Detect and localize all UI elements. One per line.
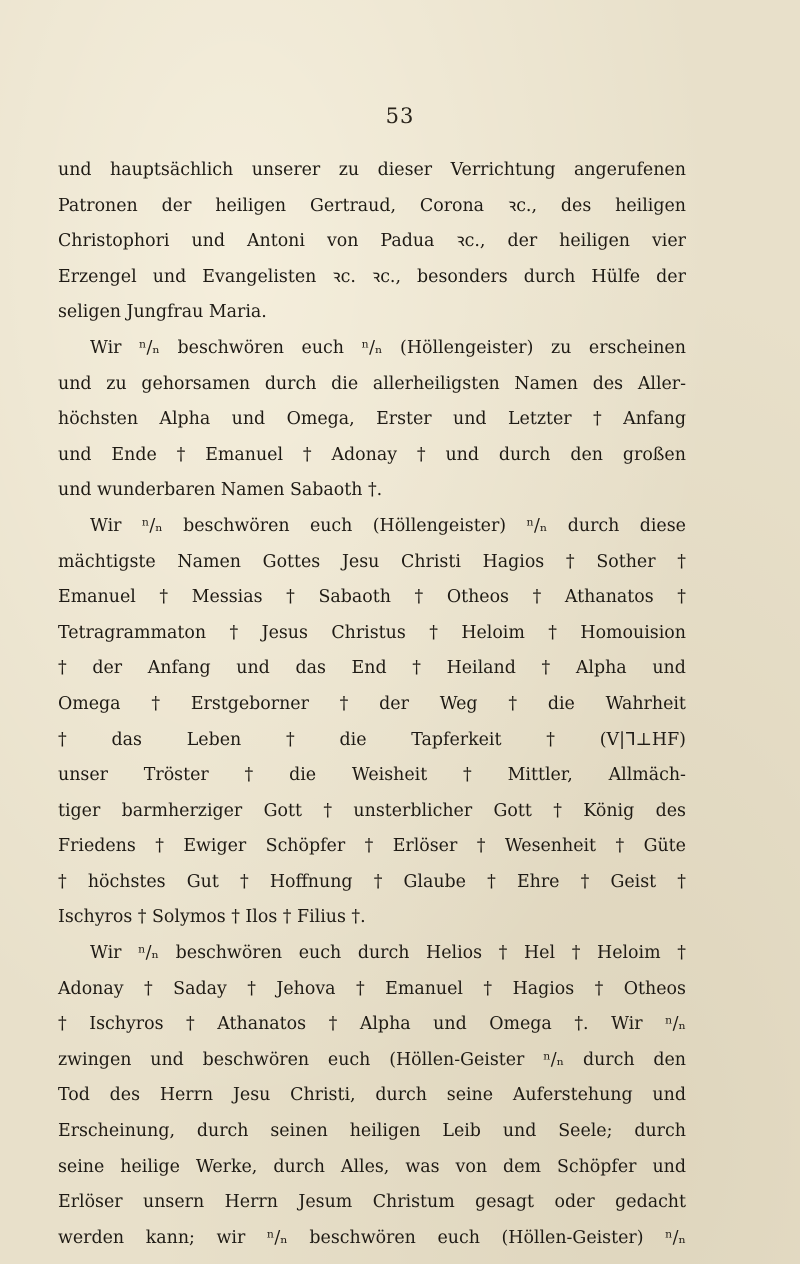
text-line: tiger barmherziger Gott † unsterblicher Gott † König des: [58, 800, 686, 821]
text-line: Wir ⁿ/ₙ beschwören euch (Höllengeister) ⁿ/ₙ durch diese: [90, 515, 686, 536]
text-line: † höchstes Gut † Hoffnung † Glaube † Ehre † Geist †: [58, 871, 686, 892]
text-line: und Ende † Emanuel † Adonay † und durch den großen: [58, 444, 686, 465]
text-line: Wir ⁿ/ₙ beschwören euch ⁿ/ₙ (Höllengeister) zu erscheinen: [90, 337, 686, 358]
text-line: Tod des Herrn Jesu Christi, durch seine Auferstehung und: [58, 1085, 686, 1106]
text-line: werden kann; wir ⁿ/ₙ beschwören euch (Höllen-Geister) ⁿ/ₙ: [58, 1227, 686, 1248]
text-line: Wir ⁿ/ₙ beschwören euch durch Helios † Hel † Heloim †: [90, 943, 686, 964]
text-line: Erzengel und Evangelisten ꝛc. ꝛc., besonders durch Hülfe der: [58, 266, 686, 287]
text-line: Christophori und Antoni von Padua ꝛc., der heiligen vier: [58, 231, 686, 252]
text-line: Emanuel † Messias † Sabaoth † Otheos † Athanatos †: [58, 587, 686, 608]
text-line: Patronen der heiligen Gertraud, Corona ꝛc., des heiligen: [58, 195, 686, 216]
text-line: † das Leben † die Tapferkeit † (V|ᒣ⊥HF): [58, 729, 686, 750]
text-line: Erlöser unsern Herrn Jesum Christum gesagt oder gedacht: [58, 1192, 686, 1213]
text-line: unser Tröster † die Weisheit † Mittler, Allmäch-: [58, 765, 686, 786]
text-line: und wunderbaren Namen Sabaoth †.: [58, 480, 383, 501]
text-line: † Ischyros † Athanatos † Alpha und Omega †. Wir ⁿ/ₙ: [58, 1014, 686, 1035]
text-line: Friedens † Ewiger Schöpfer † Erlöser † Wesenheit † Güte: [58, 836, 686, 857]
text-line: Omega † Erstgeborner † der Weg † die Wahrheit: [58, 693, 686, 714]
text-line: seine heilige Werke, durch Alles, was von dem Schöpfer und: [58, 1156, 686, 1177]
text-line: mächtigste Namen Gottes Jesu Christi Hagios † Sother †: [58, 551, 686, 572]
text-line: höchsten Alpha und Omega, Erster und Letzter † Anfang: [58, 409, 686, 430]
text-line: zwingen und beschwören euch (Höllen-Geister ⁿ/ₙ durch den: [58, 1049, 686, 1070]
page-number: 53: [385, 104, 415, 128]
text-line: und zu gehorsamen durch die allerheiligsten Namen des Aller-: [58, 373, 686, 394]
text-line: Ischyros † Solymos † Ilos † Filius †.: [58, 907, 366, 928]
text-line: seligen Jungfrau Maria.: [58, 302, 267, 323]
text-line: Tetragrammaton † Jesus Christus † Heloim † Homouision: [58, 622, 686, 643]
text-line: und hauptsächlich unserer zu dieser Verrichtung angerufenen: [58, 160, 686, 180]
text-line: Erscheinung, durch seinen heiligen Leib und Seele; durch: [58, 1121, 686, 1142]
body-text: [58, 153, 686, 1256]
text-line: † der Anfang und das End † Heiland † Alpha und: [58, 658, 686, 679]
text-line: Adonay † Saday † Jehova † Emanuel † Hagios † Otheos: [58, 978, 686, 999]
